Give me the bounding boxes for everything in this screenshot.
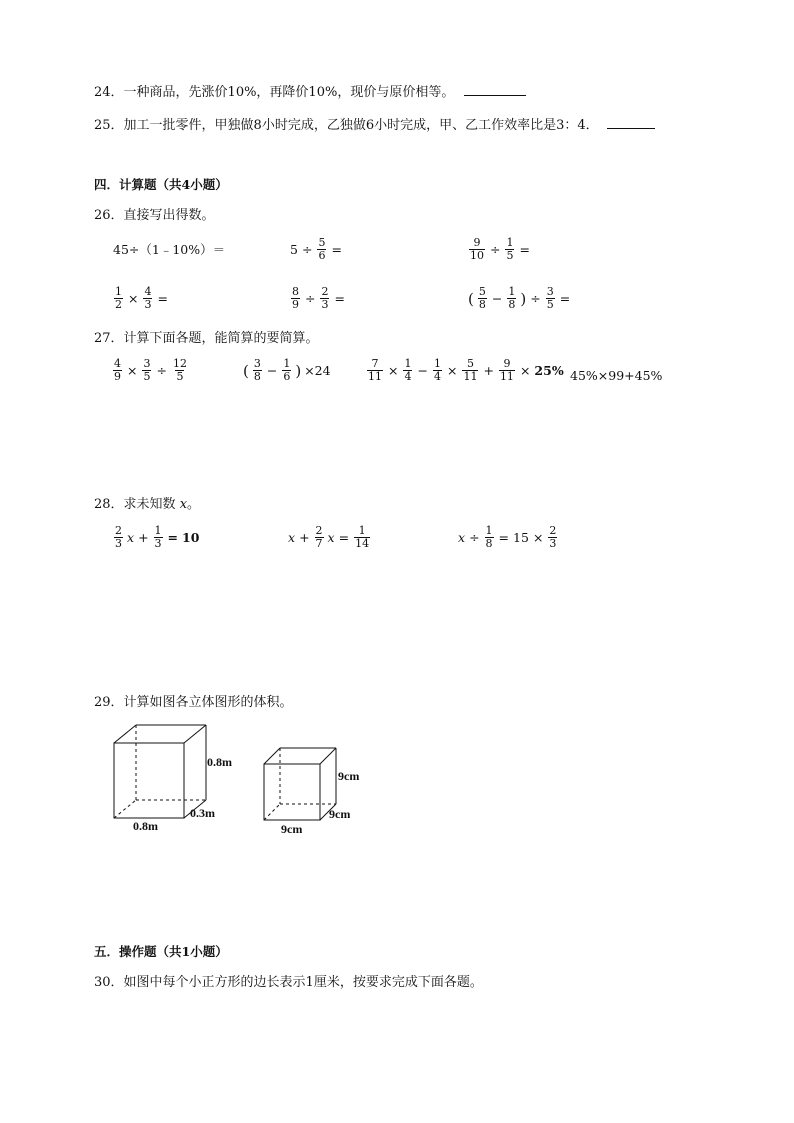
q28-equation-1-rhs: 10 (182, 530, 200, 545)
denominator: 5 (546, 298, 554, 311)
minus-sign: − (266, 363, 278, 378)
cuboid-front-face (114, 743, 184, 818)
denominator: 8 (508, 298, 516, 311)
plus-sign: + (483, 363, 494, 378)
numerator: 5 (318, 236, 326, 249)
denominator: 3 (144, 298, 152, 311)
fraction (469, 237, 485, 262)
multiply-sign: × (519, 363, 531, 378)
variable-x: x (327, 530, 335, 545)
divide-sign: ÷ (490, 242, 501, 257)
q28-equation-1 (113, 525, 199, 550)
numerator: 9 (503, 357, 511, 370)
numerator: 1 (283, 357, 291, 370)
numerator: 7 (371, 357, 379, 370)
denominator: 3 (115, 537, 122, 550)
q26-expr-1 (113, 240, 225, 258)
fraction (320, 286, 329, 311)
denominator: 6 (283, 370, 291, 383)
variable-x: x (127, 530, 135, 545)
denominator: 5 (143, 370, 151, 383)
multiply-sign: × (388, 363, 399, 378)
q26-expr-6 (468, 286, 571, 311)
denominator: 6 (318, 249, 326, 262)
numerator: 1 (433, 357, 441, 370)
equals-sign: = (331, 242, 342, 257)
cuboid-edge (114, 725, 136, 743)
numerator: 5 (478, 285, 486, 298)
equals-sign: = (498, 530, 510, 545)
fraction (478, 286, 487, 311)
denominator: 7 (315, 537, 323, 550)
cuboid-hidden-edge (114, 800, 136, 818)
question-28-suffix: 。 (187, 497, 201, 512)
fraction (462, 358, 478, 383)
numerator: 9 (473, 236, 481, 249)
answer-blank-24[interactable] (464, 83, 526, 96)
fraction (282, 358, 291, 383)
fraction (485, 525, 494, 550)
q28-equation-3-mult: 15 (513, 530, 529, 545)
left-paren: ( (243, 361, 249, 380)
fraction (143, 286, 152, 311)
section-title-operation: 五．操作题（共1小题） (94, 944, 228, 959)
cube-height-label: 9cm (338, 769, 360, 783)
numerator: 12 (172, 357, 187, 370)
divide-sign: ÷ (156, 363, 167, 378)
numerator: 1 (485, 524, 493, 537)
fraction (505, 237, 514, 262)
q27-expr-3-tail: 25% (534, 363, 564, 378)
denominator: 8 (478, 298, 486, 311)
denominator: 4 (404, 370, 412, 383)
denominator: 3 (154, 537, 162, 550)
fraction (548, 525, 557, 550)
cuboid-figure (114, 725, 206, 818)
numerator: 3 (253, 357, 261, 370)
question-28-prefix: 28．求未知数 (94, 497, 176, 512)
cube-edge (320, 748, 336, 764)
fraction (367, 358, 383, 383)
right-paren: ) (295, 361, 302, 380)
q26-expr-2-int: 5 (290, 242, 298, 257)
cuboid-edge (184, 725, 206, 743)
cube-depth-label: 9cm (329, 807, 351, 821)
denominator: 8 (485, 537, 493, 550)
cube-hidden-edge (264, 804, 280, 820)
denominator: 3 (321, 298, 329, 311)
minus-sign: − (491, 291, 503, 306)
numerator: 5 (466, 357, 474, 370)
denominator: 9 (292, 298, 299, 311)
variable-x: x (179, 497, 188, 512)
fraction (291, 286, 300, 311)
cuboid-depth-label: 0.3m (190, 806, 215, 820)
fraction (114, 286, 123, 311)
numerator: 3 (143, 357, 151, 370)
q27-expr-2-tail: ×24 (304, 363, 331, 378)
cuboid-width-label: 0.8m (133, 819, 158, 833)
numerator: 2 (115, 524, 122, 537)
fraction (546, 286, 555, 311)
q26-expr-5 (290, 286, 346, 311)
cube-front-face (264, 764, 320, 820)
q26-expr-2 (290, 237, 343, 262)
fraction (499, 358, 515, 383)
numerator: 1 (115, 285, 122, 298)
numerator: 4 (114, 357, 121, 370)
equals-sign: = (559, 291, 571, 306)
numerator: 2 (321, 285, 329, 298)
numerator: 8 (292, 285, 299, 298)
fraction (433, 358, 442, 383)
equals-sign: = (334, 291, 345, 306)
q27-expr-4 (570, 368, 662, 383)
fraction (315, 525, 324, 550)
fraction (172, 358, 188, 383)
cube-width-label: 9cm (281, 822, 303, 836)
fraction (114, 525, 123, 550)
fraction (507, 286, 516, 311)
equals-sign: = (519, 242, 530, 257)
cube-figure (264, 748, 336, 820)
equals-sign: = (167, 530, 179, 545)
question-24-text: 24．一种商品，先涨价10%，再降价10%，现价与原价相等。 (94, 85, 455, 100)
numerator: 3 (546, 285, 554, 298)
q28-equation-3 (458, 525, 558, 550)
question-26-title: 26．直接写出得数。 (94, 208, 215, 223)
q26-expr-1-text: 45÷（1﹣10%）＝ (113, 242, 226, 257)
fraction (154, 525, 163, 550)
right-paren: ) (520, 289, 527, 308)
equals-sign: = (157, 291, 168, 306)
q27-expr-3 (366, 358, 564, 383)
answer-blank-25[interactable] (607, 116, 655, 129)
divide-sign: ÷ (469, 530, 480, 545)
denominator: 4 (433, 370, 441, 383)
fraction (354, 525, 370, 550)
cube-edge (264, 748, 280, 764)
question-25 (94, 116, 655, 135)
question-28-title (94, 496, 200, 514)
denominator: 5 (506, 249, 514, 262)
divide-sign: ÷ (530, 291, 541, 306)
multiply-sign: × (127, 363, 138, 378)
q27-expr-4-text: 45%×99+45% (570, 368, 663, 383)
question-25-text: 25．加工一批零件，甲独做8小时完成，乙独做6小时完成，甲、乙工作效率比是3：4． (94, 118, 599, 133)
multiply-sign: × (128, 291, 139, 306)
fraction (317, 237, 326, 262)
divide-sign: ÷ (305, 291, 316, 306)
question-27-title: 27．计算下面各题，能简算的要简算。 (94, 331, 319, 346)
cuboid-height-label: 0.8m (207, 755, 232, 769)
fraction (253, 358, 262, 383)
section-title-calculation: 四．计算题（共4小题） (94, 177, 228, 192)
multiply-sign: × (532, 530, 544, 545)
numerator: 1 (154, 524, 162, 537)
fraction (113, 358, 122, 383)
numerator: 1 (404, 357, 412, 370)
denominator: 3 (549, 537, 557, 550)
denominator: 11 (463, 370, 478, 383)
q27-expr-2 (243, 358, 331, 383)
denominator: 2 (115, 298, 122, 311)
question-30: 30．如图中每个小正方形的边长表示1厘米，按要求完成下面各题。 (94, 975, 483, 990)
question-24 (94, 83, 526, 102)
numerator: 1 (358, 524, 366, 537)
denominator: 9 (114, 370, 121, 383)
solid-figures (105, 718, 375, 838)
q27-expr-1 (112, 358, 189, 383)
variable-x: x (458, 530, 466, 545)
plus-sign: + (138, 530, 149, 545)
numerator: 1 (506, 236, 514, 249)
fraction (403, 358, 412, 383)
denominator: 5 (176, 370, 184, 383)
denominator: 11 (368, 370, 382, 383)
left-paren: ( (468, 289, 474, 308)
multiply-sign: × (446, 363, 458, 378)
denominator: 14 (355, 537, 370, 550)
denominator: 11 (499, 370, 514, 383)
variable-x: x (288, 530, 296, 545)
denominator: 8 (253, 370, 261, 383)
plus-sign: + (299, 530, 310, 545)
divide-sign: ÷ (301, 242, 313, 257)
minus-sign: − (417, 363, 428, 378)
equals-sign: = (338, 530, 350, 545)
question-29-title: 29．计算如图各立体图形的体积。 (94, 695, 293, 710)
numerator: 1 (508, 285, 516, 298)
denominator: 10 (470, 249, 484, 262)
q26-expr-3 (468, 237, 531, 262)
numerator: 2 (315, 524, 323, 537)
q26-expr-4 (113, 286, 169, 311)
numerator: 2 (549, 524, 557, 537)
numerator: 4 (144, 285, 152, 298)
q28-equation-2 (288, 525, 371, 550)
fraction (142, 358, 151, 383)
